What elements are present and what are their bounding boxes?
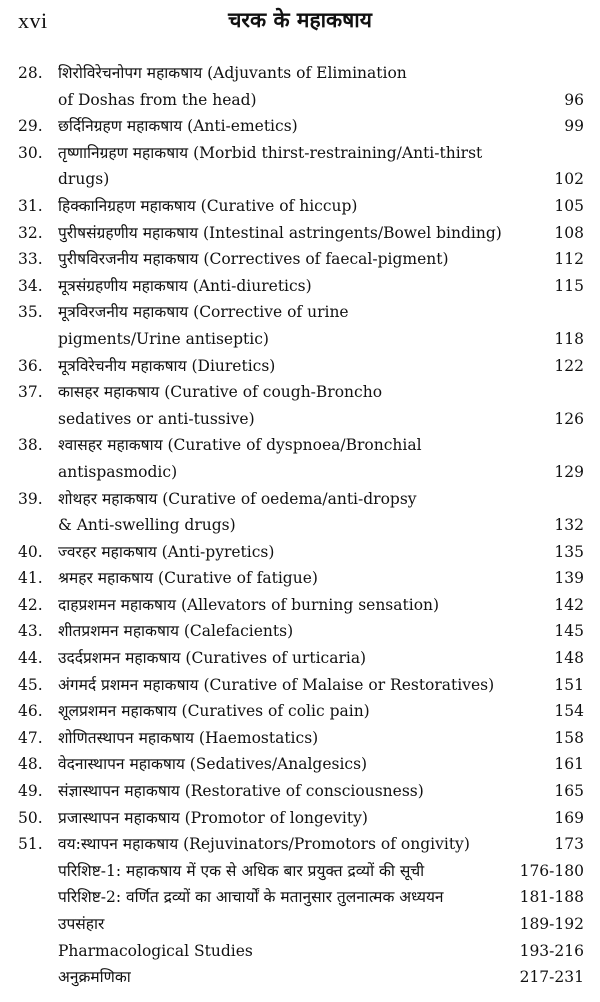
toc-line bbox=[18, 645, 584, 672]
toc-line bbox=[18, 113, 584, 140]
entry-title: sedatives or anti-tussive) bbox=[58, 409, 255, 428]
entry-number: 40. bbox=[18, 542, 43, 561]
toc-line bbox=[18, 618, 584, 645]
appendix-page-range: 181-188 bbox=[519, 888, 584, 907]
entry-title: तृष्णानिग्रहण महाकषाय (Morbid thirst-restraining/Anti-thirst bbox=[58, 143, 483, 162]
entry-number: 50. bbox=[18, 808, 43, 827]
page-header bbox=[18, 6, 582, 40]
entry-number: 44. bbox=[18, 649, 43, 668]
entry-number: 42. bbox=[18, 595, 43, 614]
toc-line bbox=[18, 193, 584, 220]
entry-number: 49. bbox=[18, 782, 43, 801]
appendix-page-range: 217-231 bbox=[519, 968, 584, 987]
entry-number: 30. bbox=[18, 143, 43, 162]
entry-page-number: 99 bbox=[564, 117, 584, 136]
toc-line bbox=[18, 592, 584, 619]
entry-number: 37. bbox=[18, 383, 43, 402]
appendix-title: उपसंहार bbox=[58, 915, 105, 933]
entry-title: मूत्रविरजनीय महाकषाय (Corrective of urine bbox=[58, 303, 349, 322]
page-number-roman: xvi bbox=[18, 8, 48, 33]
entry-number: 48. bbox=[18, 755, 43, 774]
entry-title: मूत्रसंग्रहणीय महाकषाय (Anti-diuretics) bbox=[58, 276, 312, 295]
appendix-title: Pharmacological Studies bbox=[58, 941, 253, 960]
entry-title: शूलप्रशमन महाकषाय (Curatives of colic pain) bbox=[58, 702, 370, 721]
entry-title: of Doshas from the head) bbox=[58, 90, 257, 109]
toc-line bbox=[18, 459, 584, 486]
entry-number: 46. bbox=[18, 702, 43, 721]
entry-title: छर्दिनिग्रहण महाकषाय (Anti-emetics) bbox=[58, 117, 298, 136]
entry-page-number: 118 bbox=[554, 329, 584, 348]
entry-page-number: 108 bbox=[554, 223, 584, 242]
entry-title: शोथहर महाकषाय (Curative of oedema/anti-dropsy bbox=[58, 489, 417, 508]
entry-number: 28. bbox=[18, 64, 43, 82]
entry-page-number: 132 bbox=[554, 516, 584, 535]
entry-title: अंगमर्द प्रशमन महाकषाय (Curative of Malaise or Restoratives) bbox=[58, 675, 495, 694]
toc-line bbox=[18, 486, 584, 513]
entry-page-number: 151 bbox=[554, 675, 584, 694]
appendix-title: अनुक्रमणिका bbox=[58, 968, 131, 987]
entry-page-number: 126 bbox=[554, 409, 584, 428]
toc-line bbox=[18, 512, 584, 539]
toc-line bbox=[18, 140, 584, 167]
toc-line bbox=[18, 166, 584, 193]
appendix-line bbox=[18, 858, 584, 885]
entry-page-number: 112 bbox=[554, 250, 584, 269]
toc-line bbox=[18, 831, 584, 858]
appendix-title: परिशिष्ट-2: वर्णित द्रव्यों का आचार्यों के मतानुसार तुलनात्मक अध्ययन bbox=[58, 888, 444, 907]
appendix-title: परिशिष्ट-1: महाकषाय में एक से अधिक बार प्रयुक्त द्रव्यों की सूची bbox=[58, 861, 425, 880]
entry-page-number: 145 bbox=[554, 622, 584, 641]
entry-number: 47. bbox=[18, 728, 43, 747]
entry-page-number: 122 bbox=[554, 356, 584, 375]
entry-title: शिरोविरेचनोपग महाकषाय (Adjuvants of Elimination bbox=[58, 64, 407, 82]
toc-line bbox=[18, 565, 584, 592]
entry-page-number: 129 bbox=[554, 462, 584, 481]
entry-title: कासहर महाकषाय (Curative of cough-Broncho bbox=[58, 383, 383, 402]
entry-page-number: 139 bbox=[554, 569, 584, 588]
entry-number: 29. bbox=[18, 117, 43, 136]
entry-title: उदर्दप्रशमन महाकषाय (Curatives of urticaria) bbox=[58, 649, 367, 668]
entry-page-number: 169 bbox=[554, 808, 584, 827]
entry-number: 33. bbox=[18, 250, 43, 269]
entry-title: & Anti-swelling drugs) bbox=[58, 516, 236, 535]
toc-line bbox=[18, 751, 584, 778]
entry-page-number: 165 bbox=[554, 782, 584, 801]
entry-title: प्रजास्थापन महाकषाय (Promotor of longevity) bbox=[58, 808, 368, 827]
toc-line bbox=[18, 273, 584, 300]
entry-title: antispasmodic) bbox=[58, 462, 178, 481]
entry-title: शीतप्रशमन महाकषाय (Calefacients) bbox=[58, 622, 294, 641]
appendix-page-range: 193-216 bbox=[519, 941, 584, 960]
entry-title: drugs) bbox=[58, 170, 110, 189]
entry-number: 39. bbox=[18, 489, 43, 508]
entry-page-number: 135 bbox=[554, 542, 584, 561]
entry-title: दाहप्रशमन महाकषाय (Allevators of burning sensation) bbox=[58, 595, 440, 614]
entry-number: 38. bbox=[18, 436, 43, 455]
entry-number: 35. bbox=[18, 303, 43, 322]
toc-line bbox=[18, 379, 584, 406]
entry-number: 32. bbox=[18, 223, 43, 242]
toc-line bbox=[18, 406, 584, 433]
entry-title: ज्वरहर महाकषाय (Anti-pyretics) bbox=[58, 542, 275, 561]
appendix-line bbox=[18, 964, 584, 991]
toc-line bbox=[18, 672, 584, 699]
entry-title: हिक्कानिग्रहण महाकषाय (Curative of hiccup) bbox=[58, 196, 358, 215]
entry-number: 34. bbox=[18, 276, 43, 295]
toc-line bbox=[18, 698, 584, 725]
entry-page-number: 115 bbox=[554, 276, 584, 295]
appendix-line bbox=[18, 884, 584, 911]
entry-page-number: 142 bbox=[554, 595, 584, 614]
entry-title: पुरीषविरजनीय महाकषाय (Correctives of faecal-pigment) bbox=[58, 250, 449, 269]
entry-page-number: 173 bbox=[554, 835, 584, 854]
entry-number: 51. bbox=[18, 835, 43, 854]
entry-title: श्वासहर महाकषाय (Curative of dyspnoea/Bronchial bbox=[58, 436, 422, 455]
toc-line bbox=[18, 87, 584, 114]
toc-line bbox=[18, 725, 584, 752]
table-of-contents bbox=[18, 60, 584, 991]
toc-line bbox=[18, 353, 584, 380]
entry-page-number: 105 bbox=[554, 196, 584, 215]
entry-page-number: 148 bbox=[554, 649, 584, 668]
running-title: चरक के महाकषाय bbox=[228, 7, 372, 32]
entry-title: श्रमहर महाकषाय (Curative of fatigue) bbox=[58, 569, 318, 588]
toc-line bbox=[18, 778, 584, 805]
toc-line bbox=[18, 60, 584, 87]
entry-number: 36. bbox=[18, 356, 43, 375]
entry-page-number: 102 bbox=[554, 170, 584, 189]
toc-line bbox=[18, 539, 584, 566]
appendix-page-range: 189-192 bbox=[519, 915, 584, 933]
entry-page-number: 161 bbox=[554, 755, 584, 774]
entry-title: वय:स्थापन महाकषाय (Rejuvinators/Promotors of ongivity) bbox=[58, 835, 470, 854]
entry-title: pigments/Urine antiseptic) bbox=[58, 329, 269, 348]
entry-title: संज्ञास्थापन महाकषाय (Restorative of consciousness) bbox=[58, 782, 424, 801]
entry-title: वेदनास्थापन महाकषाय (Sedatives/Analgesics) bbox=[58, 755, 368, 774]
entry-page-number: 96 bbox=[564, 90, 584, 109]
appendix-line bbox=[18, 911, 584, 938]
entry-number: 45. bbox=[18, 675, 43, 694]
toc-line bbox=[18, 220, 584, 247]
entry-title: पुरीषसंग्रहणीय महाकषाय (Intestinal astringents/Bowel binding) bbox=[58, 223, 502, 242]
toc-line bbox=[18, 326, 584, 353]
toc-line bbox=[18, 432, 584, 459]
entry-page-number: 158 bbox=[554, 728, 584, 747]
entry-number: 43. bbox=[18, 622, 43, 641]
entry-title: शोणितस्थापन महाकषाय (Haemostatics) bbox=[58, 728, 319, 747]
entry-page-number: 154 bbox=[554, 702, 584, 721]
entry-number: 31. bbox=[18, 196, 43, 215]
entry-title: मूत्रविरेचनीय महाकषाय (Diuretics) bbox=[58, 356, 276, 375]
toc-line bbox=[18, 246, 584, 273]
appendix-line bbox=[18, 938, 584, 965]
toc-line bbox=[18, 299, 584, 326]
appendix-page-range: 176-180 bbox=[519, 861, 584, 880]
toc-line bbox=[18, 805, 584, 832]
entry-number: 41. bbox=[18, 569, 43, 588]
